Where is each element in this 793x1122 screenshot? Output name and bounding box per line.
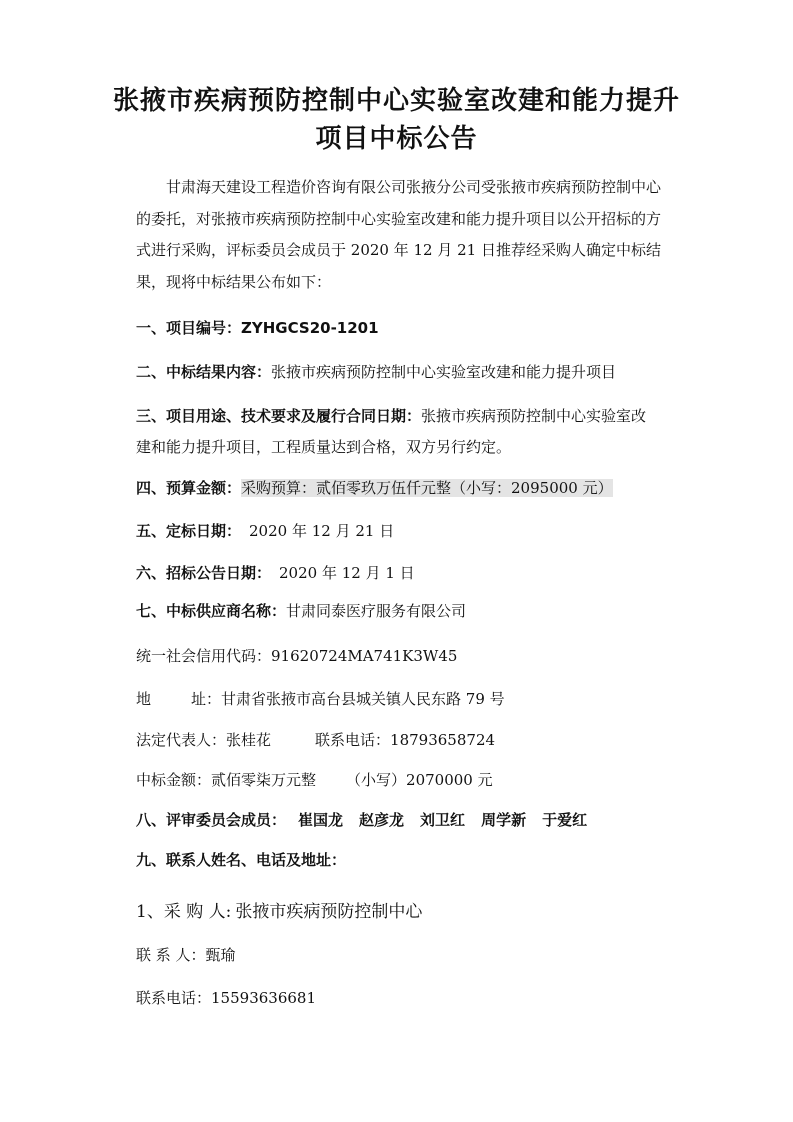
notice-date-value: 2020 年 12 月 1 日 bbox=[279, 564, 415, 582]
section-committee bbox=[136, 805, 661, 836]
address-label-b: 址： bbox=[191, 690, 222, 708]
budget-value: 采购预算：贰佰零玖万伍仟元整（小写：2095000 元） bbox=[241, 479, 613, 497]
section-result-content bbox=[136, 357, 661, 388]
credit-code-line bbox=[136, 641, 661, 672]
section-award-date bbox=[136, 516, 661, 547]
credit-code-label: 统一社会信用代码： bbox=[136, 647, 272, 665]
contact-phone-value: 15593636681 bbox=[211, 989, 316, 1007]
section-project-number bbox=[136, 313, 661, 344]
address-value: 甘肃省张掖市高台县城关镇人民东路 79 号 bbox=[221, 690, 505, 708]
notice-date-label: 六、招标公告日期： bbox=[136, 564, 272, 582]
result-content-value: 张掖市疾病预防控制中心实验室改建和能力提升项目 bbox=[271, 363, 617, 381]
section-notice-date bbox=[136, 558, 661, 589]
award-date-value: 2020 年 12 月 21 日 bbox=[249, 522, 395, 540]
supplier-label: 七、中标供应商名称： bbox=[136, 602, 287, 620]
project-number-value: ZYHGCS20-1201 bbox=[241, 319, 379, 337]
address-label-a: 地 bbox=[136, 690, 152, 708]
award-amount-small: （小写）2070000 元 bbox=[346, 771, 493, 789]
committee-member: 周学新 bbox=[481, 811, 527, 829]
contact-person-value: 甄瑜 bbox=[205, 946, 236, 964]
supplier-phone-label: 联系电话： bbox=[315, 731, 391, 749]
committee-member: 崔国龙 bbox=[298, 811, 344, 829]
committee-member: 刘卫红 bbox=[420, 811, 466, 829]
credit-code-value: 91620724MA741K3W45 bbox=[271, 647, 458, 665]
legal-rep-line bbox=[136, 725, 661, 756]
section-supplier bbox=[136, 596, 661, 627]
legal-rep-value: 张桂花 bbox=[226, 731, 272, 749]
contact-person-line bbox=[136, 940, 661, 971]
committee-label: 八、评审委员会成员： bbox=[136, 811, 287, 829]
title-line-1: 张掖市疾病预防控制中心实验室改建和能力提升 bbox=[112, 86, 680, 116]
project-purpose-value: 张掖市疾病预防控制中心实验室改建和能力提升项目，工程质量达到合格，双方另行约定。 bbox=[136, 407, 647, 456]
contact-phone-line bbox=[136, 983, 661, 1014]
section-project-purpose bbox=[136, 401, 661, 463]
project-purpose-label: 三、项目用途、技术要求及履行合同日期： bbox=[136, 407, 422, 425]
supplier-value: 甘肃同泰医疗服务有限公司 bbox=[286, 602, 467, 620]
award-date-label: 五、定标日期： bbox=[136, 522, 242, 540]
contact-person-label: 联 系 人： bbox=[136, 946, 206, 964]
committee-member: 于爱红 bbox=[542, 811, 588, 829]
buyer-line bbox=[136, 897, 661, 928]
result-content-label: 二、中标结果内容： bbox=[136, 363, 272, 381]
intro-paragraph: 甘肃海天建设工程造价咨询有限公司张掖分公司受张掖市疾病预防控制中心的委托，对张掖市疾病预防控制中心实验室改建和能力提升项目以公开招标的方式进行采购，评标委员会成员于 2020 年 12 月 21 日推荐经采购人确定中标结果，现将中标结果公布如下： bbox=[136, 178, 662, 291]
buyer-label: 1、采 购 人: bbox=[136, 902, 232, 922]
project-number-label: 一、项目编号： bbox=[136, 319, 242, 337]
section-contacts bbox=[136, 845, 661, 876]
section-budget bbox=[136, 473, 661, 504]
contact-phone-label: 联系电话： bbox=[136, 989, 212, 1007]
legal-rep-label: 法定代表人： bbox=[136, 731, 227, 749]
title-line-2: 项目中标公告 bbox=[315, 124, 478, 154]
committee-member: 赵彦龙 bbox=[359, 811, 405, 829]
award-amount-label: 中标金额： bbox=[136, 771, 212, 789]
buyer-value: 张掖市疾病预防控制中心 bbox=[235, 902, 423, 922]
supplier-phone-value: 18793658724 bbox=[390, 731, 496, 749]
award-amount-line bbox=[136, 765, 661, 796]
contacts-label: 九、联系人姓名、电话及地址： bbox=[136, 851, 347, 869]
award-amount-value: 贰佰零柒万元整 bbox=[211, 771, 317, 789]
address-line bbox=[136, 684, 661, 715]
budget-label: 四、预算金额： bbox=[136, 479, 242, 497]
